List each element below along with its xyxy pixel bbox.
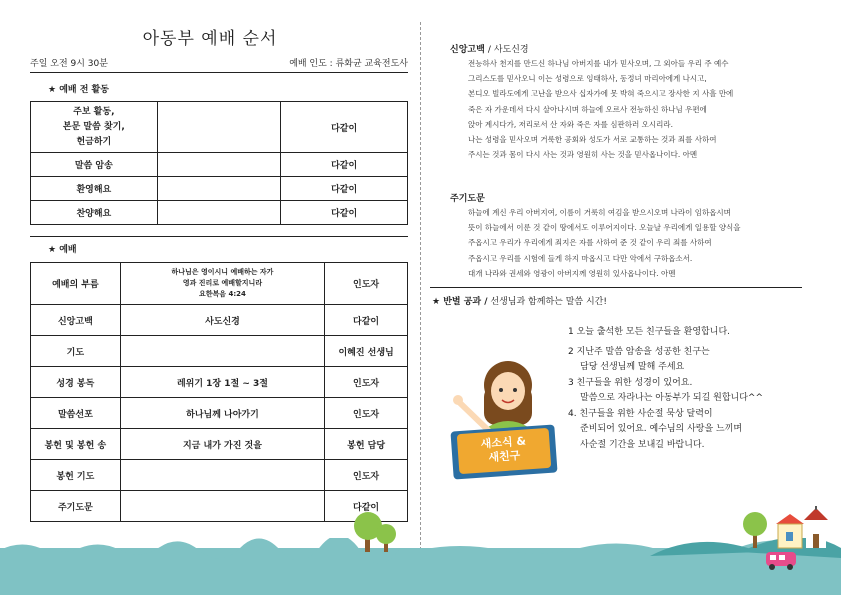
row-role: 다같이: [325, 305, 408, 336]
class-time-title: ★ 반별 공과 /: [432, 297, 488, 307]
row-label: 말씀 암송: [31, 153, 158, 177]
verse-line: 영과 진리로 예배할지니라: [182, 279, 263, 287]
row-content: 사도신경: [120, 305, 324, 336]
table-row: [31, 102, 408, 153]
worship-table: [30, 262, 408, 522]
badge-line: 새친구: [488, 448, 521, 465]
row-label: 봉헌 및 봉헌 송: [31, 429, 121, 460]
table-row: [31, 460, 408, 491]
row-label: 신앙고백: [31, 305, 121, 336]
news-item: 말씀으로 자라나는 아동부가 되길 원합니다^^: [580, 393, 764, 403]
page-fold-divider: [420, 22, 421, 560]
row-content: [157, 177, 281, 201]
service-time: 주일 오전 9시 30분: [30, 59, 108, 69]
verse-line: 하나님은 영이시니 예배하는 자가: [171, 268, 274, 276]
row-role: 인도자: [325, 398, 408, 429]
table-row: [31, 201, 408, 225]
text-line: 전능하사 천지를 만드신 하나님 아버지를 내가 믿사오며, 그 외아들 우리 주 예수: [468, 59, 729, 68]
row-label: 환영해요: [31, 177, 158, 201]
news-item: 사순절 기간을 보내길 바랍니다.: [580, 439, 705, 450]
row-label: 성경 봉독: [31, 367, 121, 398]
verse-reference: 요한복음 4:24: [199, 290, 246, 298]
class-time-subtitle: 선생님과 함께하는 말씀 시간!: [490, 297, 607, 307]
creed-text: [468, 56, 808, 162]
row-role: 인도자: [325, 263, 408, 305]
row-role: 다같이: [281, 201, 408, 225]
page-title: 아동부 예배 순서: [142, 29, 278, 49]
call-to-worship-verse: [120, 263, 324, 305]
divider-line: [30, 236, 408, 237]
row-content: [157, 102, 281, 153]
row-content: [120, 491, 324, 522]
news-item: 담당 선생님께 말해 주세요: [580, 362, 685, 372]
footer-landscape: [0, 538, 841, 595]
lords-prayer-heading: 주기도문: [450, 194, 485, 204]
row-content: [157, 201, 281, 225]
row-label: 예배의 부름: [31, 263, 121, 305]
text-line: 앉아 계시다가, 저리로서 산 자와 죽은 자를 심판하러 오시리라.: [468, 119, 673, 129]
table-row: [31, 398, 408, 429]
news-list: [568, 325, 818, 453]
row-role: 다같이: [281, 102, 408, 153]
news-item: 4. 친구들을 위한 사순절 묵상 달력이: [568, 408, 713, 419]
row-role: 다같이: [281, 177, 408, 201]
row-role: 다같이: [325, 491, 408, 522]
pre-worship-heading: ★ 예배 전 활동: [48, 85, 109, 95]
news-item: 1 오늘 출석한 모든 친구들을 환영합니다.: [568, 327, 730, 337]
row-content: [120, 460, 324, 491]
worship-heading: ★ 예배: [48, 245, 77, 255]
text-line: 뜻이 하늘에서 이룬 것 같이 땅에서도 이루어지이다. 오늘날 우리에게 일용할 양식을: [468, 223, 741, 233]
row-role: 인도자: [325, 367, 408, 398]
row-label: 주기도문: [31, 491, 121, 522]
row-content: [120, 336, 324, 367]
creed-subtitle: / 사도신경: [487, 45, 529, 55]
news-item: 3 친구들을 위한 성경이 있어요.: [568, 377, 693, 388]
row-content: 지금 내가 가진 것을: [120, 429, 324, 460]
row-label: 말씀선포: [31, 398, 121, 429]
row-role: 봉헌 담당: [325, 429, 408, 460]
divider-line: [30, 72, 408, 73]
text-line: 죽은 자 가운데서 다시 살아나시며 하늘에 오르사 전능하신 하나님 우편에: [468, 104, 707, 114]
row-content: 레위기 1장 1절 ~ 3절: [120, 367, 324, 398]
text-line: 그리스도를 믿사오니 이는 성령으로 잉태하사, 동정녀 마리아에게 나시고,: [468, 74, 707, 84]
creed-heading: [450, 42, 529, 55]
news-item: 준비되어 있어요. 예수님의 사랑을 느끼며: [580, 424, 743, 434]
row-label: 기도: [31, 336, 121, 367]
row-role: 인도자: [325, 460, 408, 491]
village-illustration: [740, 506, 830, 572]
lords-prayer-text: [468, 205, 808, 281]
news-item: 2 지난주 말씀 암송을 성공한 친구는: [568, 346, 710, 357]
text-line: 하늘에 계신 우리 아버지여, 이름이 거룩히 여김을 받으시오며 나라이 임하옵시며: [468, 208, 731, 217]
table-row: [31, 367, 408, 398]
row-role: 이혜진 선생님: [325, 336, 408, 367]
class-time-heading: [432, 294, 607, 307]
text-line: 나는 성령을 믿사오며 거룩한 공회와 성도가 서로 교통하는 것과 죄를 사하여: [468, 135, 717, 145]
tree-icon: [348, 510, 400, 554]
row-content: [157, 153, 281, 177]
row-role: 다같이: [281, 153, 408, 177]
table-row: [31, 153, 408, 177]
text-line: 대개 나라와 권세와 영광이 아버지께 영원히 있사옵나이다. 아멘: [468, 268, 676, 278]
creed-title: 신앙고백: [450, 45, 485, 55]
table-row: [31, 305, 408, 336]
text-line: 주옵시고 우리를 시험에 들게 하지 마옵시고 다만 악에서 구하옵소서.: [468, 253, 693, 263]
divider-line: [430, 287, 802, 288]
text-line: 본디오 빌라도에게 고난을 받으사 십자가에 못 박혀 죽으시고 장사한 지 사흘 만에: [468, 89, 734, 99]
row-label: 봉헌 기도: [31, 460, 121, 491]
table-row: [31, 429, 408, 460]
row-content: 하나님께 나아가기: [120, 398, 324, 429]
table-row: [31, 336, 408, 367]
table-row: [31, 177, 408, 201]
badge-line: 새소식 &: [480, 434, 527, 451]
service-leader: 예배 인도 : 류화균 교육전도사: [289, 59, 408, 69]
text-line: 주시는 것과 몸이 다시 사는 것과 영원히 사는 것을 믿사옵나이다. 아멘: [468, 150, 698, 160]
news-badge: [457, 428, 552, 474]
row-label: 주보 활동, 본문 말씀 찾기, 헌금하기: [31, 102, 158, 153]
pre-worship-table: [30, 101, 408, 225]
row-label: 찬양해요: [31, 201, 158, 225]
text-line: 주옵시고 우리가 우리에게 죄지은 자를 사하여 준 것 같이 우리 죄를 사하여: [468, 238, 712, 248]
table-row: [31, 263, 408, 305]
